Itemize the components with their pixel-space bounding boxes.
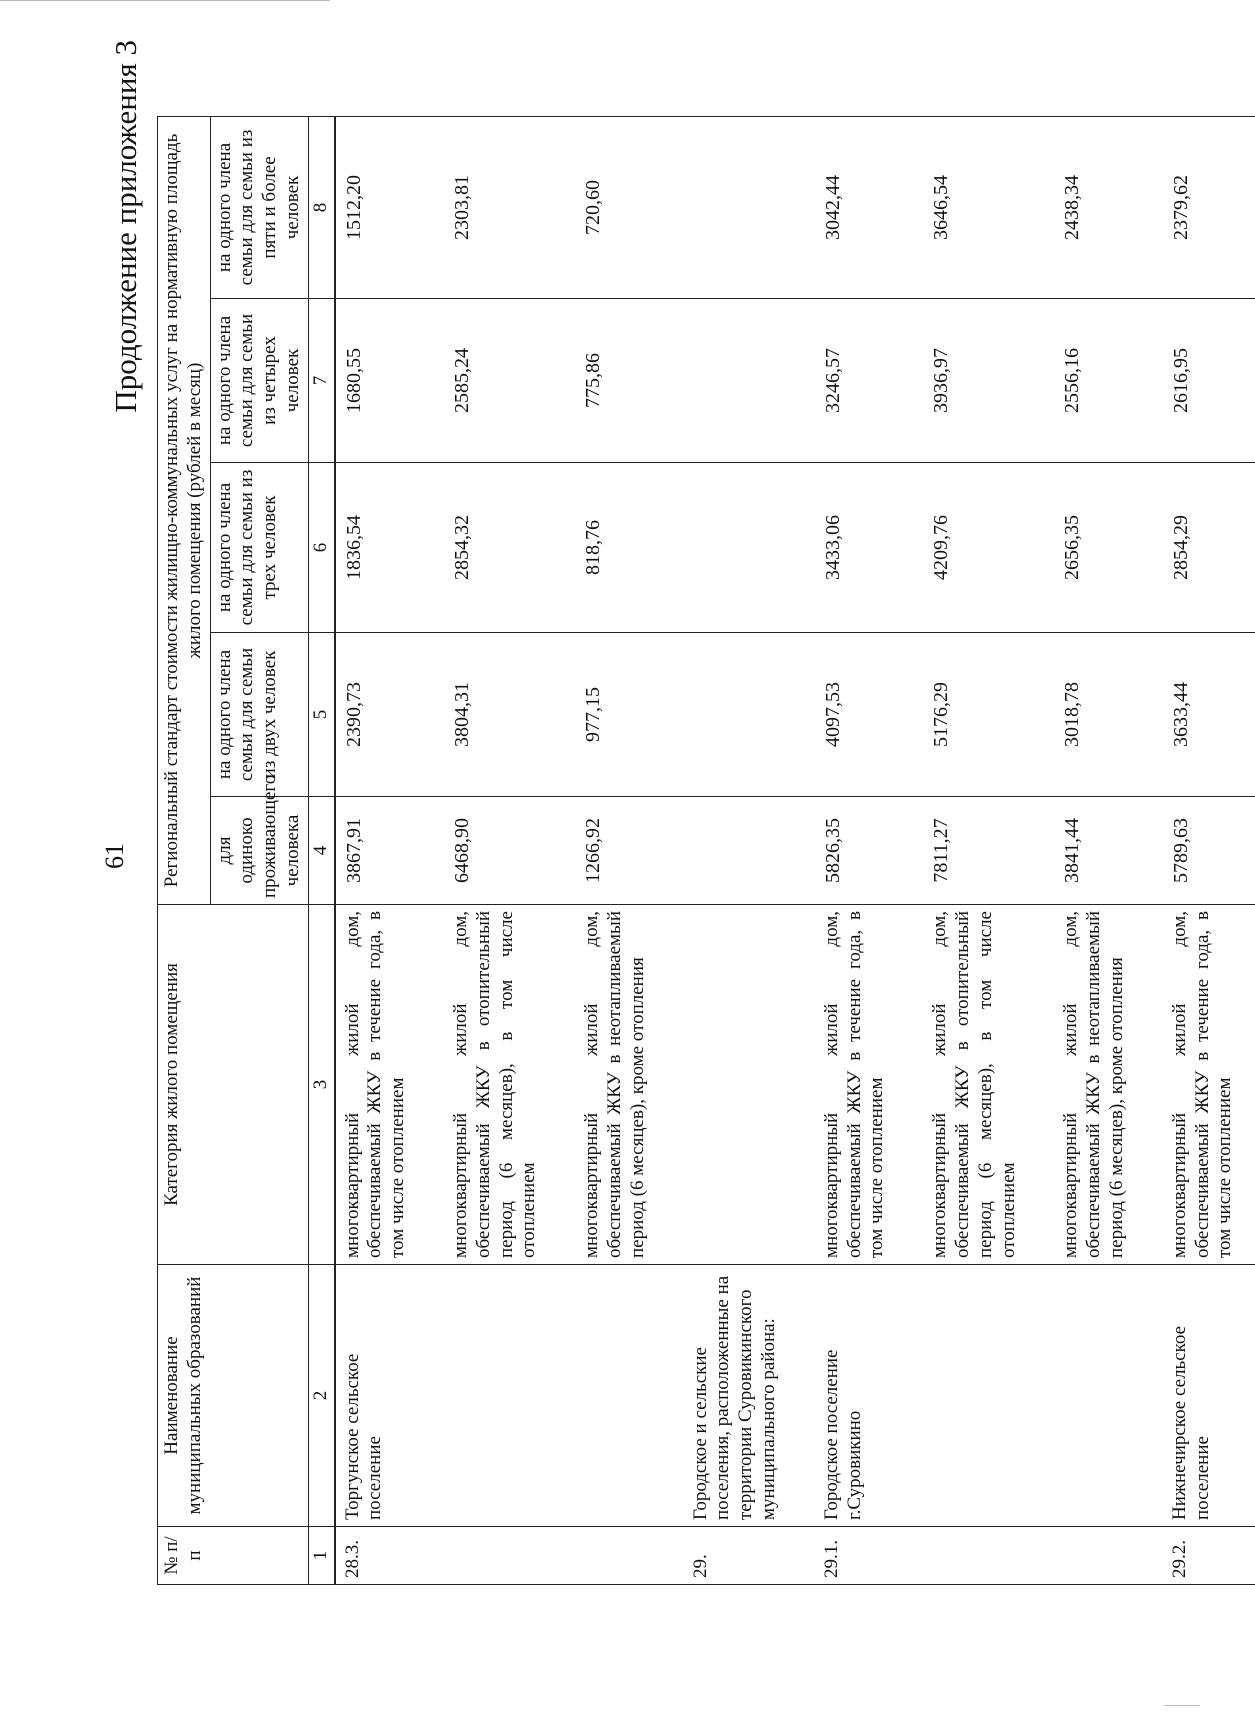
value-family-4: 2556,16 bbox=[1054, 299, 1162, 463]
header-sub-single: для одиноко проживающего человека bbox=[210, 797, 308, 905]
housing-standard-table bbox=[157, 116, 1255, 1585]
column-index: 7 bbox=[308, 299, 334, 463]
column-index-row bbox=[308, 116, 334, 1584]
value-family-3: 2854,29 bbox=[1163, 463, 1255, 633]
table-row bbox=[1054, 116, 1162, 1584]
row-number: 29.1. bbox=[815, 1527, 923, 1585]
housing-category: многоквартирный жилой дом, обеспечиваемый ЖКУ в течение года, в том числе отоплением bbox=[335, 905, 444, 1265]
header-group-title: Региональный стандарт стоимости жилищно-коммунальных услуг на нормативную площадь жилого помещения (рублей в месяц) bbox=[158, 116, 211, 904]
value-family-5plus: 3042,44 bbox=[815, 116, 923, 298]
table-row bbox=[335, 116, 444, 1584]
municipality-name bbox=[923, 1265, 1054, 1527]
housing-category: многоквартирный жилой дом, обеспечиваемый ЖКУ в течение года, в том числе отоплением bbox=[815, 905, 923, 1265]
header-sub-family-4: на одного члена семьи для семьи из четырех человек bbox=[210, 299, 308, 463]
value-family-5plus: 720,60 bbox=[575, 116, 683, 298]
housing-category bbox=[684, 905, 815, 1265]
table-row bbox=[575, 116, 683, 1584]
value-single: 3841,44 bbox=[1054, 797, 1162, 905]
row-number: 29. bbox=[684, 1527, 815, 1585]
housing-category: многоквартирный жилой дом, обеспечиваемый ЖКУ в неотапливаемый период (6 месяцев), кроме отопления bbox=[575, 905, 683, 1265]
column-index: 8 bbox=[308, 116, 334, 298]
value-family-4: 3936,97 bbox=[923, 299, 1054, 463]
municipality-name: Городское и сельские поселения, расположенные на территории Суровикинского муниципального района: bbox=[684, 1265, 815, 1527]
value-family-3: 3433,06 bbox=[815, 463, 923, 633]
value-family-3: 2854,32 bbox=[444, 463, 575, 633]
value-family-2: 3804,31 bbox=[444, 633, 575, 797]
value-family-3: 4209,76 bbox=[923, 463, 1054, 633]
value-family-2: 5176,29 bbox=[923, 633, 1054, 797]
header-col-no: № п/п bbox=[158, 1527, 309, 1585]
municipality-name bbox=[575, 1265, 683, 1527]
page-heading: Продолжение приложения 3 bbox=[108, 40, 143, 413]
value-family-5plus: 2438,34 bbox=[1054, 116, 1162, 298]
housing-category: многоквартирный жилой дом, обеспечиваемый ЖКУ в отопительный период (6 месяцев), в том числе отоплением bbox=[923, 905, 1054, 1265]
row-number: 28.3. bbox=[335, 1527, 444, 1585]
table-row bbox=[684, 116, 815, 1584]
row-number bbox=[1054, 1527, 1162, 1585]
value-family-2: 977,15 bbox=[575, 633, 683, 797]
column-index: 5 bbox=[308, 633, 334, 797]
value-family-3: 1836,54 bbox=[335, 463, 444, 633]
value-single: 1266,92 bbox=[575, 797, 683, 905]
page-number: 61 bbox=[100, 843, 129, 869]
table-row bbox=[923, 116, 1054, 1584]
table-row bbox=[815, 116, 923, 1584]
table-row bbox=[444, 116, 575, 1584]
header-col-category: Категория жилого помещения bbox=[158, 905, 309, 1265]
value-family-2: 4097,53 bbox=[815, 633, 923, 797]
value-single: 7811,27 bbox=[923, 797, 1054, 905]
value-family-2: 3018,78 bbox=[1054, 633, 1162, 797]
value-family-3: 818,76 bbox=[575, 463, 683, 633]
header-col-municipality: Наименование муниципальных образований bbox=[158, 1265, 309, 1527]
municipality-name bbox=[444, 1265, 575, 1527]
municipality-name: Торгунское сельское поселение bbox=[335, 1265, 444, 1527]
row-number bbox=[444, 1527, 575, 1585]
value-family-5plus bbox=[684, 116, 815, 298]
header-row bbox=[158, 116, 211, 1584]
value-family-4: 2585,24 bbox=[444, 299, 575, 463]
column-index: 1 bbox=[308, 1527, 334, 1585]
housing-category: многоквартирный жилой дом, обеспечиваемый ЖКУ в течение года, в том числе отоплением bbox=[1163, 905, 1255, 1265]
value-family-2: 2390,73 bbox=[335, 633, 444, 797]
header-sub-family-3: на одного члена семьи для семьи из трех человек bbox=[210, 463, 308, 633]
header-sub-family-5plus: на одного члена семьи для семьи из пяти и более человек bbox=[210, 116, 308, 298]
value-single: 5826,35 bbox=[815, 797, 923, 905]
column-index: 2 bbox=[308, 1265, 334, 1527]
municipality-name bbox=[1054, 1265, 1162, 1527]
value-family-5plus: 2303,81 bbox=[444, 116, 575, 298]
column-index: 6 bbox=[308, 463, 334, 633]
value-single: 6468,90 bbox=[444, 797, 575, 905]
housing-category: многоквартирный жилой дом, обеспечиваемый ЖКУ в неотапливаемый период (6 месяцев), кроме отопления bbox=[1054, 905, 1162, 1265]
municipality-name: Городское поселение г.Суровикино bbox=[815, 1265, 923, 1527]
column-index: 4 bbox=[308, 797, 334, 905]
row-number bbox=[575, 1527, 683, 1585]
municipality-name: Нижнечирское сельское поселение bbox=[1163, 1265, 1255, 1527]
row-number bbox=[923, 1527, 1054, 1585]
value-family-5plus: 2379,62 bbox=[1163, 116, 1255, 298]
value-family-4 bbox=[684, 299, 815, 463]
value-family-4: 2616,95 bbox=[1163, 299, 1255, 463]
value-family-5plus: 3646,54 bbox=[923, 116, 1054, 298]
value-family-2: 3633,44 bbox=[1163, 633, 1255, 797]
value-family-4: 3246,57 bbox=[815, 299, 923, 463]
value-family-4: 1680,55 bbox=[335, 299, 444, 463]
value-single bbox=[684, 797, 815, 905]
value-single: 3867,91 bbox=[335, 797, 444, 905]
value-family-3: 2656,35 bbox=[1054, 463, 1162, 633]
column-index: 3 bbox=[308, 905, 334, 1265]
housing-category: многоквартирный жилой дом, обеспечиваемый ЖКУ в отопительный период (6 месяцев), в том числе отоплением bbox=[444, 905, 575, 1265]
value-family-2 bbox=[684, 633, 815, 797]
table-row bbox=[1163, 116, 1255, 1584]
value-family-3 bbox=[684, 463, 815, 633]
value-family-4: 775,86 bbox=[575, 299, 683, 463]
value-single: 5789,63 bbox=[1163, 797, 1255, 905]
row-number: 29.2. bbox=[1163, 1527, 1255, 1585]
header-sub-family-2: на одного члена семьи для семьи из двух человек bbox=[210, 633, 308, 797]
value-family-5plus: 1512,20 bbox=[335, 116, 444, 298]
